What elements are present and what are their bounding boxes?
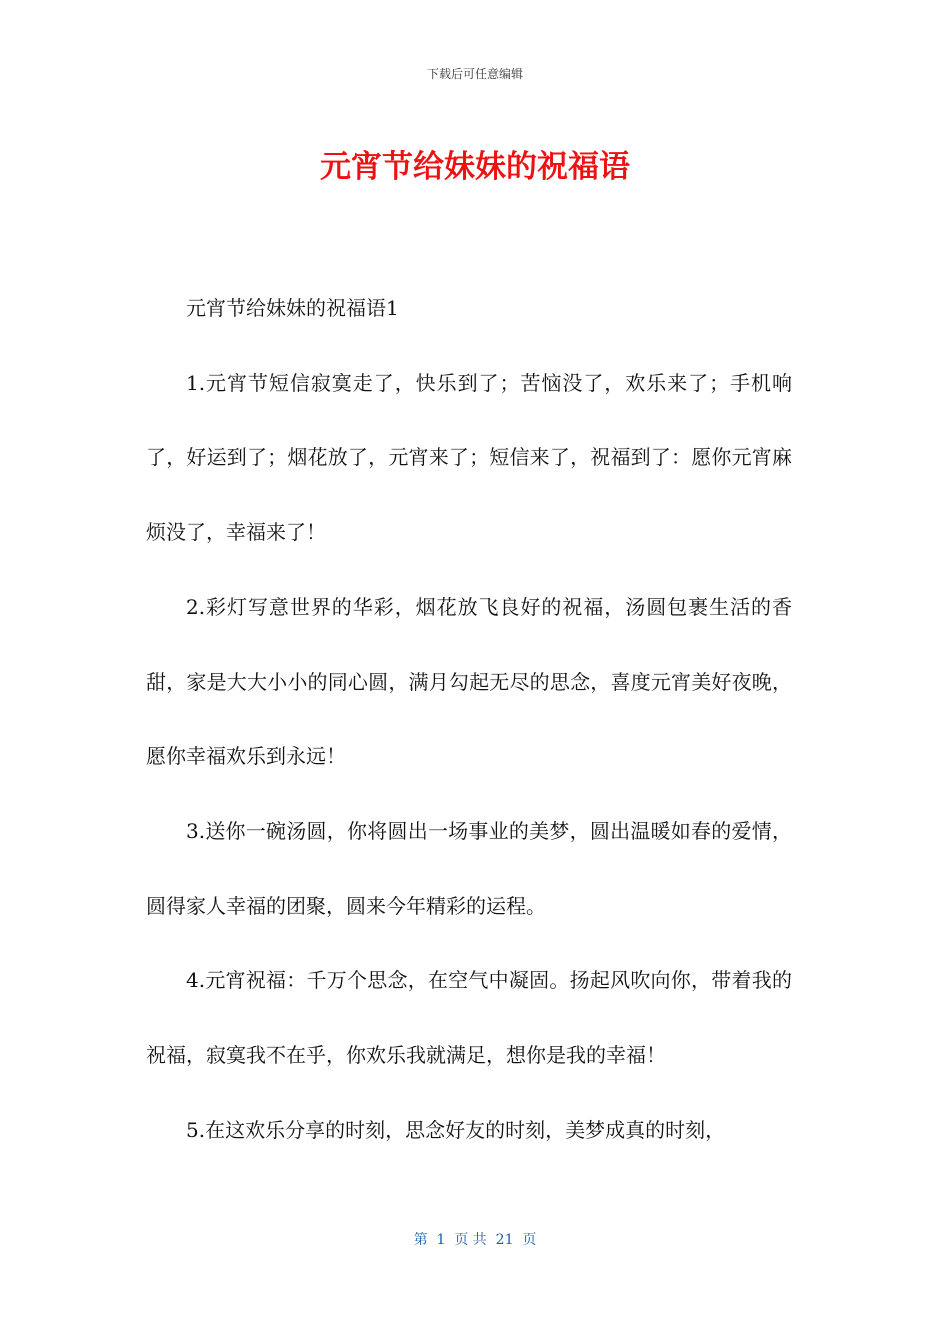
page-header-note: 下载后可任意编辑 xyxy=(426,67,523,81)
document-title: 元宵节给妹妹的祝福语 xyxy=(320,149,630,185)
paragraph-2: 2.彩灯写意世界的华彩，烟花放飞良好的祝福，汤圆包裹生活的香甜，家是大大小小的同心圆，满月勾起无尽的思念，喜度元宵美好夜晚，愿你幸福欢乐到永远！ xyxy=(146,594,792,769)
paragraph-5: 5.在这欢乐分享的时刻，思念好友的时刻，美梦成真的时刻， xyxy=(186,1117,726,1142)
paragraph-4: 4.元宵祝福：千万个思念，在空气中凝固。扬起风吹向你，带着我的祝福，寂寞我不在乎，你欢乐我就满足，想你是我的幸福！ xyxy=(146,968,792,1068)
document-body xyxy=(146,271,792,1167)
page-number-footer: 第 1 页 共 21 页 xyxy=(413,1232,537,1248)
paragraph-3: 3.送你一碗汤圆，你将圆出一场事业的美梦，圆出温暖如春的爱情，圆得家人幸福的团聚，圆来今年精彩的运程。 xyxy=(146,818,792,918)
paragraph-subtitle: 元宵节给妹妹的祝福语1 xyxy=(186,296,399,320)
paragraph-1: 1.元宵节短信寂寞走了，快乐到了；苦恼没了，欢乐来了；手机响了，好运到了；烟花放了，元宵来了；短信来了，祝福到了：愿你元宵麻烦没了，幸福来了！ xyxy=(146,370,792,545)
